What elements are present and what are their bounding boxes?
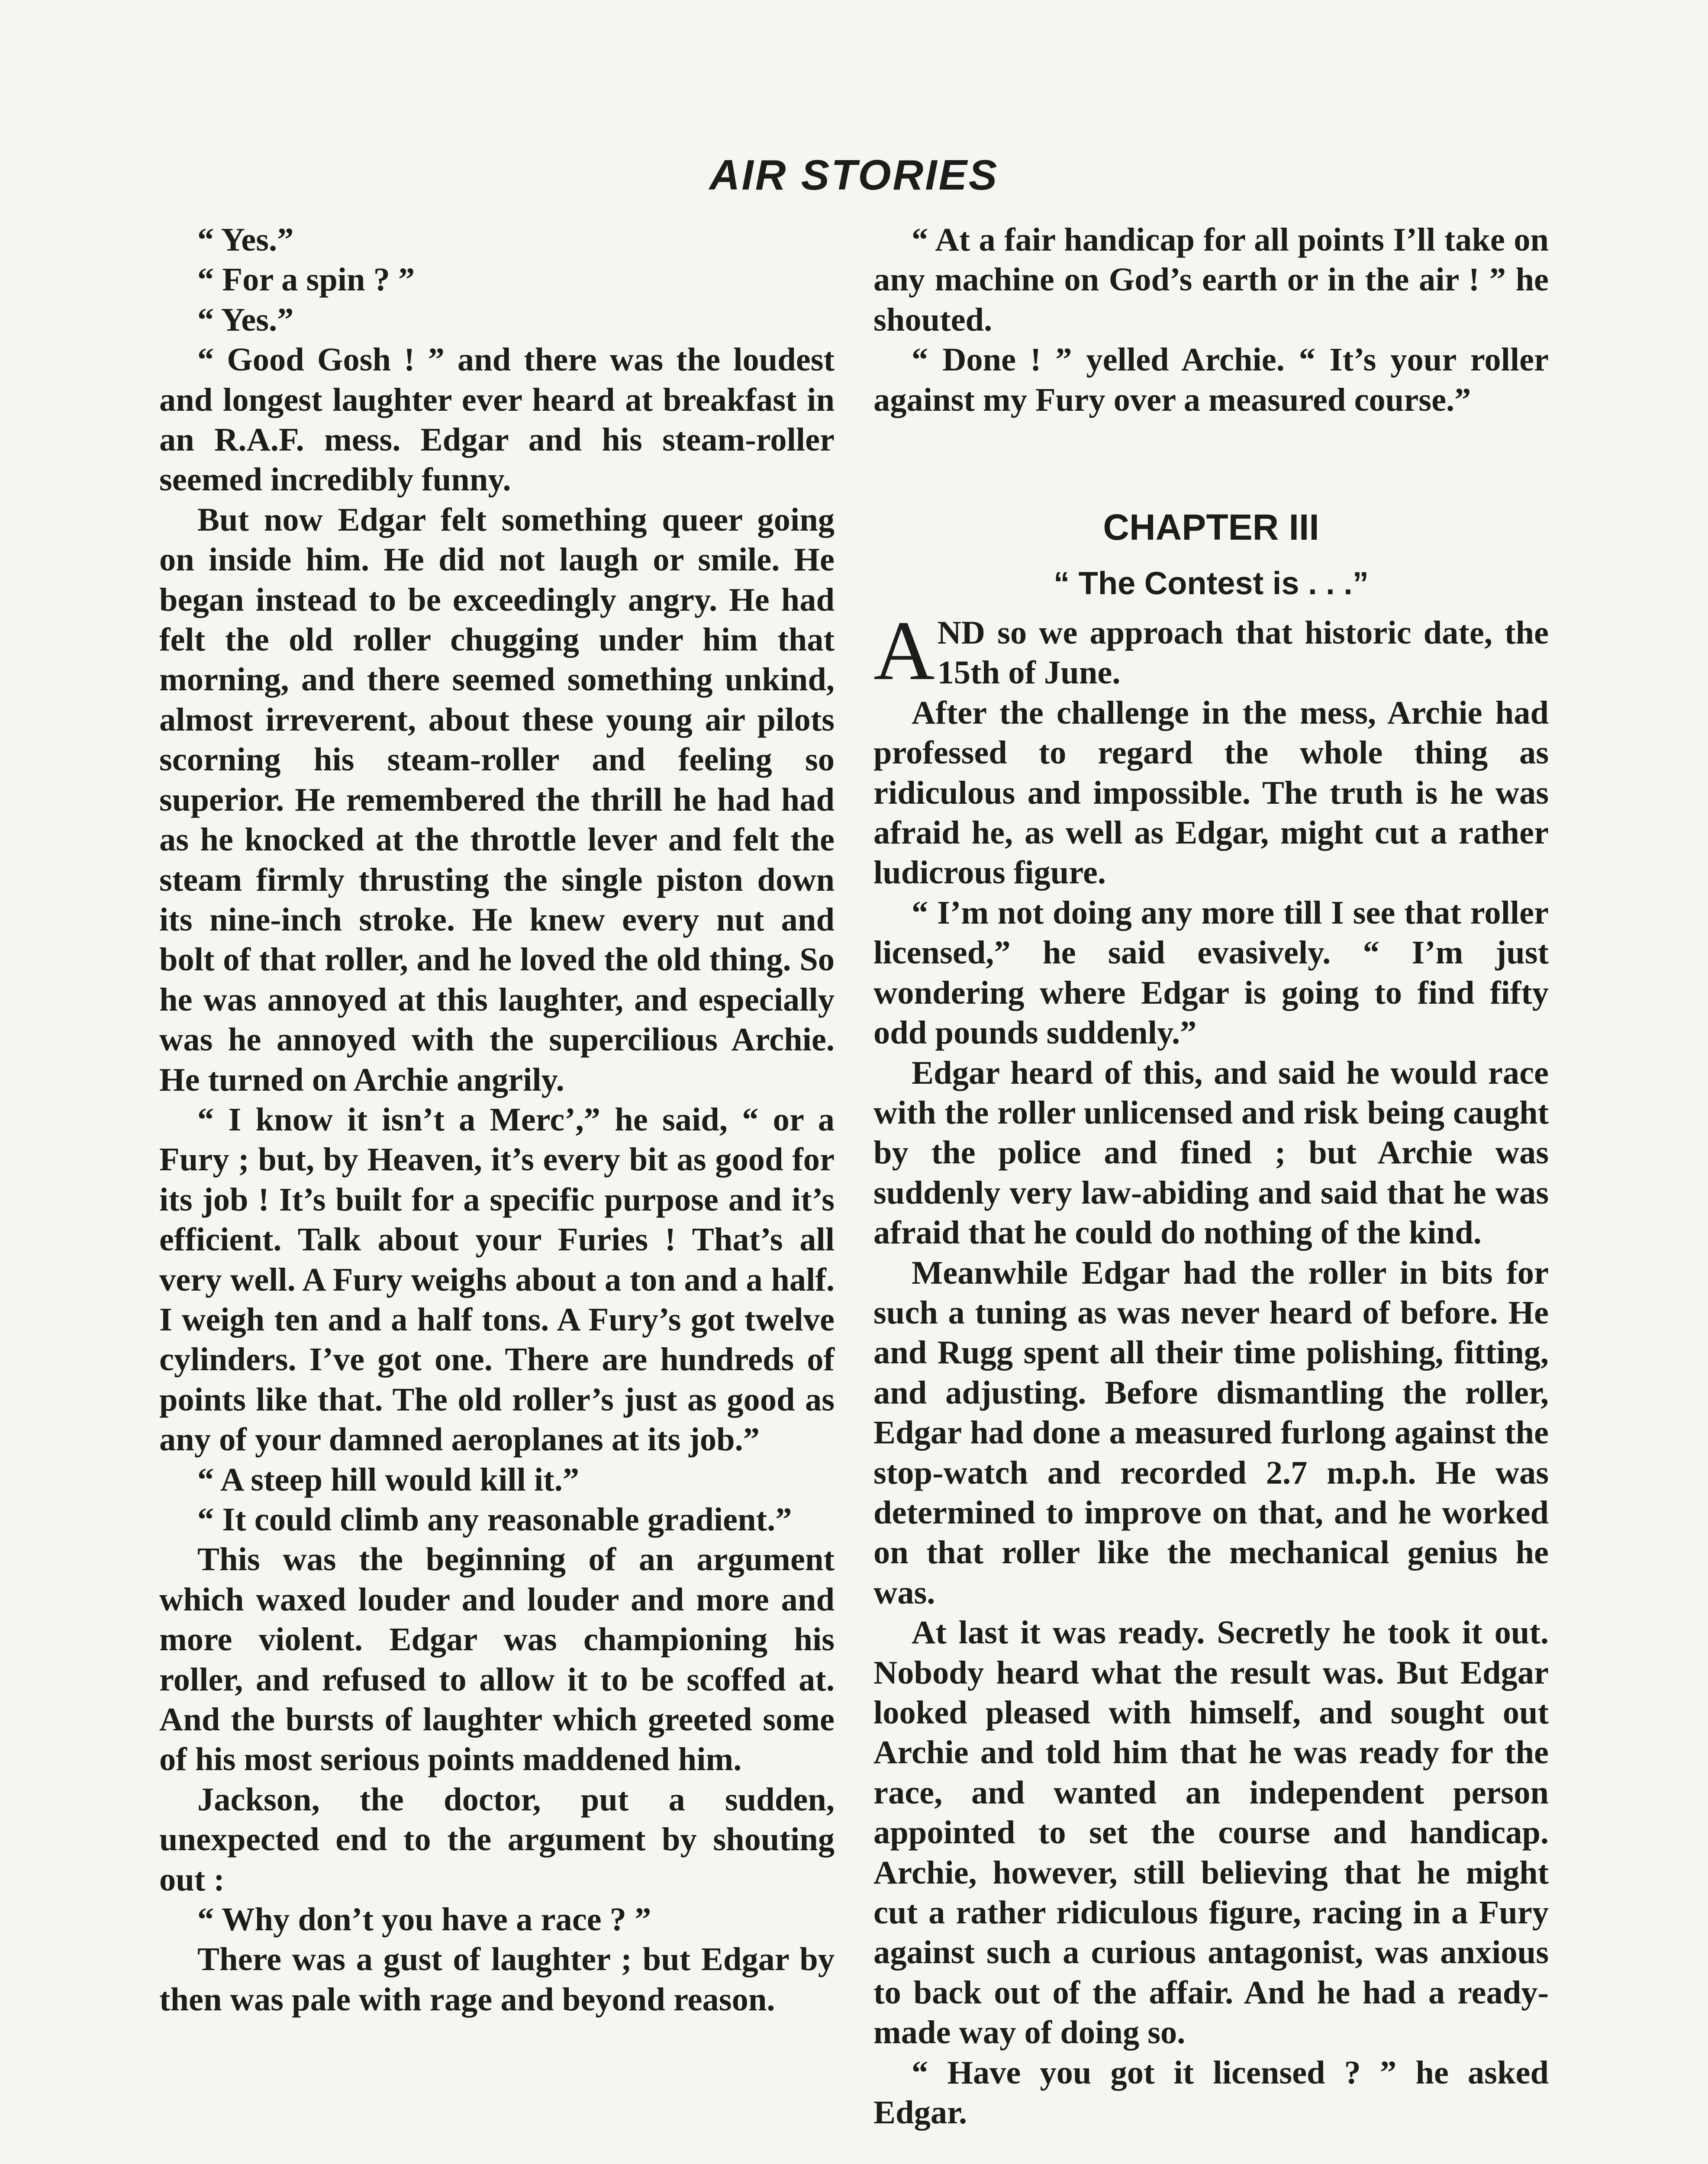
right-column (873, 220, 1549, 2132)
paragraph: “ Yes.” (197, 221, 294, 258)
drop-cap: A (873, 604, 935, 698)
paragraph: Edgar heard of this, and said he would race with the roller unlicensed and risk being caught by the police and fined ; but Archie was suddenly very law-abiding and said that he was afraid that he could do nothing of the kind. (873, 1054, 1549, 1251)
paragraph: There was a gust of laughter ; but Edgar by then was pale with rage and beyond reason. (159, 1941, 835, 2018)
paragraph: After the challenge in the mess, Archie had professed to regard the whole thing as ridiculous and impossible. The truth is he was afraid he, as well as Edgar, might cut a rather ludicrous figure. (873, 694, 1549, 891)
opening-text: so we approach that historic date, the 15th of June. (937, 614, 1549, 691)
paragraph: Jackson, the doctor, put a sudden, unexpected end to the argument by shouting out : (159, 1781, 835, 1898)
paragraph: Meanwhile Edgar had the roller in bits for such a tuning as was never heard of before. He and Rugg spent all their time polishing, fitting, and adjusting. Before dismantling the roller, Edgar had done a measured furlong against the stop-watch and recorded 2.7 m.p.h. He was determined to improve on that, and he worked on that roller like the mechanical genius he was. (873, 1254, 1549, 1611)
running-header: AIR STORIES (709, 151, 999, 199)
paragraph: But now Edgar felt something queer going on inside him. He did not laugh or smile. He began instead to be exceedingly angry. He had felt the old roller chugging under him that morning, and there seemed something unkind, almost irreverent, about these young air pilots scorning his steam-roller and feeling so superior. He remembered the thrill he had had as he knocked at the throttle lever and felt the steam firmly thrusting the single piston down its nine-inch stroke. He knew every nut and bolt of that roller, and he loved the old thing. So he was annoyed at this laughter, and especially was he annoyed with the supercilious Archie. He turned on Archie angrily. (159, 501, 835, 1098)
paragraph: “ Done ! ” yelled Archie. “ It’s your roller against my Fury over a measured course.” (873, 341, 1549, 418)
paragraph: “ Why don’t you have a race ? ” (197, 1901, 651, 1938)
chapter-subtitle: “ The Contest is . . .” (1054, 565, 1369, 602)
paragraph: “ For a spin ? ” (197, 261, 415, 298)
paragraph: “ Yes.” (197, 301, 294, 338)
drop-cap-continuation: ND (937, 614, 986, 651)
paragraph: “ It could climb any reasonable gradient.” (197, 1501, 792, 1538)
paragraph: “ A steep hill would kill it.” (197, 1461, 580, 1498)
paragraph: “ At a fair handicap for all points I’ll take on any machine on God’s earth or in the air ! ” he shouted. (873, 221, 1549, 338)
chapter-heading: CHAPTER III (1103, 507, 1319, 548)
paragraph: “ Good Gosh ! ” and there was the loudest and longest laughter ever heard at breakfast in an R.A.F. mess. Edgar and his steam-roller seemed incredibly funny. (159, 341, 835, 498)
left-column (159, 220, 835, 2019)
paragraph: “ I know it isn’t a Merc’,” he said, “ or a Fury ; but, by Heaven, it’s every bit as good for its job ! It’s built for a specific purpose and it’s efficient. Talk about your Furies ! That’s all very well. A Fury weighs about a ton and a half. I weigh ten and a half tons. A Fury’s got twelve cylinders. I’ve got one. There are hundreds of points like that. The old roller’s just as good as any of your damned aeroplanes at its job.” (159, 1101, 835, 1458)
paragraph: This was the beginning of an argument which waxed louder and louder and more and more violent. Edgar was championing his roller, and refused to allow it to be scoffed at. And the bursts of laughter which greeted some of his most serious points maddened him. (159, 1541, 835, 1778)
opening-paragraph (873, 604, 1549, 698)
paragraph: “ Have you got it licensed ? ” he asked Edgar. (873, 2054, 1549, 2131)
paragraph: At last it was ready. Secretly he took it out. Nobody heard what the result was. But Edgar looked pleased with himself, and sought out Archie and told him that he was ready for the race, and wanted an independent person appointed to set the course and handicap. Archie, however, still believing that he might cut a rather ridiculous figure, racing in a Fury against such a curious antagonist, was anxious to back out of the affair. And he had a ready-made way of doing so. (873, 1614, 1549, 2051)
paragraph: “ I’m not doing any more till I see that roller licensed,” he said evasively. “ I’m just wondering where Edgar is going to find fifty odd pounds suddenly.” (873, 894, 1549, 1051)
